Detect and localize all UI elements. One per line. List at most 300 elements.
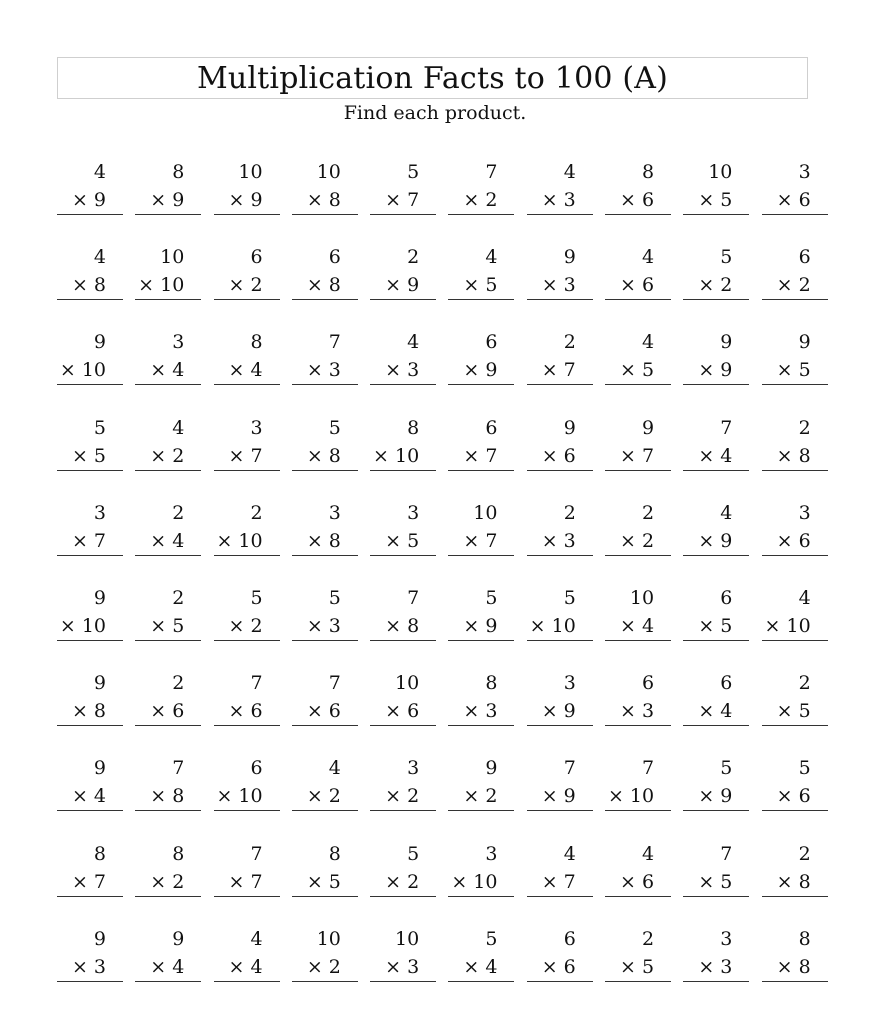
problem-bottom-number: × 3 [620,700,655,723]
problem-top-number: 3 [250,416,263,439]
problem-bottom-number: × 2 [306,955,341,978]
problem [57,754,123,814]
answer-line [292,384,358,385]
problem-top-number: 8 [93,842,106,865]
answer-line [370,299,436,300]
problem-top-number: 6 [720,586,733,609]
problem-top-number: 4 [172,416,185,439]
problem [214,584,280,644]
answer-line [292,555,358,556]
problem-top-number: 8 [485,672,498,695]
answer-line [605,384,671,385]
problem [370,840,436,900]
title-box [57,57,808,99]
answer-line [683,470,749,471]
problem-bottom-number: × 7 [228,870,263,893]
problem [683,243,749,303]
problem-bottom-number: × 4 [228,955,263,978]
problem [527,584,593,644]
problem-top-number: 2 [250,501,263,524]
problem [448,158,514,218]
problem [214,158,280,218]
problem-top-number: 9 [485,757,498,780]
answer-line [57,470,123,471]
problem [527,499,593,559]
answer-line [762,299,828,300]
problem-bottom-number: × 6 [385,700,420,723]
problem-top-number: 5 [485,927,498,950]
answer-line [135,470,201,471]
problem-top-number: 10 [316,161,341,183]
problem-bottom-number: × 10 [138,274,185,297]
problem [57,925,123,985]
problem-top-number: 4 [250,927,263,950]
problem-bottom-number: × 8 [776,444,811,467]
problem-bottom-number: × 10 [451,870,498,893]
answer-line [135,555,201,556]
problem [214,669,280,729]
problem-top-number: 2 [172,501,185,524]
problem-top-number: 9 [172,927,185,950]
problem-bottom-number: × 6 [541,444,576,467]
problem-bottom-number: × 8 [150,785,185,808]
problem-bottom-number: × 3 [71,955,106,978]
problem [370,499,436,559]
problem-top-number: 10 [708,161,733,183]
problem-bottom-number: × 10 [373,444,420,467]
problem [292,584,358,644]
problem-bottom-number: × 9 [698,359,733,382]
problem-bottom-number: × 5 [385,529,420,552]
problem [448,243,514,303]
problem [292,669,358,729]
answer-line [214,214,280,215]
problem-top-number: 5 [720,246,733,269]
answer-line [762,981,828,982]
problem [683,584,749,644]
problem-bottom-number: × 3 [541,274,576,297]
answer-line [57,555,123,556]
problem [57,243,123,303]
answer-line [683,299,749,300]
problem-top-number: 10 [629,586,655,609]
problem-bottom-number: × 9 [228,189,263,211]
problem-bottom-number: × 8 [306,274,341,297]
problem-bottom-number: × 2 [463,189,498,211]
answer-line [135,640,201,641]
answer-line [527,810,593,811]
problem [605,840,671,900]
problem-top-number: 3 [720,927,733,950]
answer-line [762,896,828,897]
problem-bottom-number: × 8 [385,614,420,637]
problem [527,669,593,729]
problem-top-number: 9 [720,331,733,354]
problem-top-number: 4 [641,331,655,354]
answer-line [135,810,201,811]
problem-bottom-number: × 4 [150,529,185,552]
problem-bottom-number: × 2 [463,785,498,808]
answer-line [292,470,358,471]
answer-line [605,555,671,556]
problem-bottom-number: × 5 [776,700,811,723]
problem-top-number: 4 [641,842,655,865]
problem [135,499,201,559]
problem-top-number: 10 [473,501,498,524]
answer-line [605,470,671,471]
answer-line [762,214,828,215]
problem-bottom-number: × 10 [607,785,655,808]
answer-line [214,640,280,641]
problem-bottom-number: × 5 [71,444,106,467]
problem-bottom-number: × 5 [150,614,185,637]
problem-top-number: 7 [641,757,655,780]
problem [214,414,280,474]
problem-top-number: 10 [316,927,341,950]
problem [448,669,514,729]
answer-line [214,725,280,726]
problem-top-number: 6 [328,246,341,269]
problem-bottom-number: × 6 [150,700,185,723]
problem [370,925,436,985]
answer-line [292,981,358,982]
problem-bottom-number: × 4 [150,359,185,382]
problem [448,584,514,644]
worksheet-instructions: Find each product. [343,102,527,124]
answer-line [448,384,514,385]
problem [605,669,671,729]
problem [683,158,749,218]
answer-line [292,214,358,215]
problem-top-number: 8 [407,416,420,439]
answer-line [57,896,123,897]
problem [448,414,514,474]
problem-bottom-number: × 4 [228,359,263,382]
problem-top-number: 5 [250,586,263,609]
problem [605,754,671,814]
answer-line [605,725,671,726]
answer-line [448,640,514,641]
problem [214,754,280,814]
answer-line [214,810,280,811]
answer-line [762,470,828,471]
problem-top-number: 5 [798,757,811,780]
problem-top-number: 4 [328,757,341,780]
answer-line [57,725,123,726]
answer-line [57,981,123,982]
problem-top-number: 9 [563,416,576,439]
problem-bottom-number: × 2 [776,274,811,297]
problem [762,584,828,644]
problem [57,840,123,900]
problem [448,925,514,985]
problem-bottom-number: × 10 [59,359,106,382]
problem [762,499,828,559]
answer-line [214,299,280,300]
answer-line [370,810,436,811]
problem-bottom-number: × 7 [541,359,576,382]
problem [292,754,358,814]
problem [292,158,358,218]
problem [57,669,123,729]
problem [135,328,201,388]
problem-bottom-number: × 8 [776,870,811,893]
problem-bottom-number: × 5 [463,274,498,297]
problem-top-number: 9 [93,757,106,780]
problem-top-number: 4 [563,842,576,865]
problem-top-number: 6 [250,246,263,269]
answer-line [448,555,514,556]
problem [762,840,828,900]
problem [57,328,123,388]
problem [370,754,436,814]
problem [370,584,436,644]
problem [527,840,593,900]
problem-top-number: 5 [328,586,341,609]
problem-top-number: 6 [641,672,655,695]
problem [762,243,828,303]
answer-line [292,896,358,897]
problem [214,499,280,559]
answer-line [605,640,671,641]
problem-top-number: 2 [563,501,576,524]
problem-bottom-number: × 3 [306,614,341,637]
answer-line [527,896,593,897]
problem-bottom-number: × 3 [698,955,733,978]
problem-bottom-number: × 8 [306,444,341,467]
problem [57,158,123,218]
problem [683,328,749,388]
problem [292,499,358,559]
problem-bottom-number: × 10 [59,614,106,637]
problem-top-number: 2 [641,501,655,524]
problem-top-number: 5 [485,586,498,609]
answer-line [370,470,436,471]
problem-bottom-number: × 9 [541,785,576,808]
answer-line [605,981,671,982]
answer-line [762,725,828,726]
problem [370,414,436,474]
problem [762,925,828,985]
answer-line [57,299,123,300]
problem [214,925,280,985]
answer-line [527,555,593,556]
problem-bottom-number: × 6 [620,870,655,893]
problem-bottom-number: × 7 [541,870,576,893]
problem-top-number: 2 [172,672,185,695]
answer-line [57,810,123,811]
problem-top-number: 6 [485,331,498,354]
answer-line [527,470,593,471]
problem [762,669,828,729]
answer-line [527,214,593,215]
answer-line [448,299,514,300]
problem-bottom-number: × 9 [150,189,185,211]
problem-bottom-number: × 6 [620,274,655,297]
problem-bottom-number: × 3 [385,955,420,978]
problem-bottom-number: × 9 [698,785,733,808]
problem-bottom-number: × 4 [620,614,655,637]
problem-top-number: 5 [93,416,106,439]
answer-line [57,640,123,641]
problem-bottom-number: × 8 [306,529,341,552]
problem [683,669,749,729]
problem-top-number: 9 [798,331,811,354]
problem-top-number: 6 [798,246,811,269]
answer-line [683,555,749,556]
problem-top-number: 9 [93,672,106,695]
problem [135,243,201,303]
problem-top-number: 3 [172,331,185,354]
problem-bottom-number: × 10 [764,614,811,637]
problem-top-number: 4 [720,501,733,524]
problem-bottom-number: × 2 [385,785,420,808]
problem [292,328,358,388]
problem [683,414,749,474]
problem-top-number: 4 [563,161,576,183]
problem [370,158,436,218]
problem-top-number: 3 [93,501,106,524]
answer-line [370,725,436,726]
problem-bottom-number: × 3 [385,359,420,382]
problem-bottom-number: × 10 [529,614,576,637]
answer-line [683,725,749,726]
problem-bottom-number: × 2 [228,614,263,637]
problem-bottom-number: × 9 [698,529,733,552]
problem [370,669,436,729]
problem [448,328,514,388]
problem [605,158,671,218]
problem-top-number: 9 [641,416,655,439]
answer-line [448,981,514,982]
problem-top-number: 3 [328,501,341,524]
problem [762,414,828,474]
answer-line [448,470,514,471]
problem-bottom-number: × 7 [71,529,106,552]
answer-line [135,384,201,385]
problem-top-number: 8 [328,842,341,865]
answer-line [57,384,123,385]
problem-bottom-number: × 2 [150,444,185,467]
problem-top-number: 7 [407,586,420,609]
answer-line [448,810,514,811]
problem-top-number: 8 [798,927,811,950]
problem-bottom-number: × 9 [385,274,420,297]
answer-line [370,640,436,641]
problem-top-number: 8 [172,161,185,183]
answer-line [135,981,201,982]
answer-line [527,640,593,641]
problem [214,243,280,303]
problem-bottom-number: × 8 [306,189,341,211]
problem-top-number: 4 [485,246,498,269]
problem [135,840,201,900]
answer-line [292,299,358,300]
problem-top-number: 4 [798,586,811,609]
answer-line [135,214,201,215]
problem-bottom-number: × 10 [216,529,263,552]
problem-top-number: 7 [720,842,733,865]
problem [762,328,828,388]
answer-line [448,896,514,897]
answer-line [448,725,514,726]
problem-top-number: 3 [563,672,576,695]
problem [292,414,358,474]
problem [292,243,358,303]
problem [135,925,201,985]
problem-bottom-number: × 9 [541,700,576,723]
problem-bottom-number: × 4 [150,955,185,978]
problem [57,499,123,559]
problem-top-number: 6 [485,416,498,439]
problem-bottom-number: × 4 [698,700,733,723]
problem [135,414,201,474]
problem [527,243,593,303]
problem-top-number: 5 [563,586,576,609]
problem-bottom-number: × 6 [776,785,811,808]
worksheet-title: Multiplication Facts to 100 (A) [196,60,669,96]
problem-top-number: 7 [250,672,263,695]
problem-bottom-number: × 6 [776,529,811,552]
problem-top-number: 2 [172,586,185,609]
problem-bottom-number: × 8 [776,955,811,978]
problem-bottom-number: × 7 [71,870,106,893]
problem-bottom-number: × 5 [620,359,655,382]
problem-top-number: 7 [563,757,576,780]
problem-top-number: 2 [798,416,811,439]
problem-bottom-number: × 6 [620,189,655,211]
problem [527,158,593,218]
answer-line [214,384,280,385]
problem-top-number: 8 [641,161,655,183]
problem-top-number: 7 [172,757,185,780]
problem-top-number: 10 [238,161,263,183]
answer-line [527,299,593,300]
problem [370,243,436,303]
problem-top-number: 9 [563,246,576,269]
problem [527,925,593,985]
problem-bottom-number: × 5 [620,955,655,978]
answer-line [762,384,828,385]
answer-line [370,981,436,982]
answer-line [370,555,436,556]
problem [135,669,201,729]
answer-line [370,214,436,215]
problem-bottom-number: × 2 [150,870,185,893]
problem-top-number: 9 [93,331,106,354]
problem-top-number: 7 [485,161,498,183]
problem-top-number: 2 [563,331,576,354]
problem-top-number: 7 [328,331,341,354]
answer-line [292,640,358,641]
answer-line [605,299,671,300]
answer-line [683,896,749,897]
problem-bottom-number: × 2 [698,274,733,297]
answer-line [762,810,828,811]
problem-top-number: 4 [641,246,655,269]
problem [683,840,749,900]
problem-bottom-number: × 8 [71,274,106,297]
problem [214,328,280,388]
problem [605,414,671,474]
problem-top-number: 6 [563,927,576,950]
problem-bottom-number: × 2 [620,529,655,552]
answer-line [292,725,358,726]
problem-top-number: 3 [485,842,498,865]
problem [292,840,358,900]
problem-bottom-number: × 9 [463,359,498,382]
answer-line [370,384,436,385]
